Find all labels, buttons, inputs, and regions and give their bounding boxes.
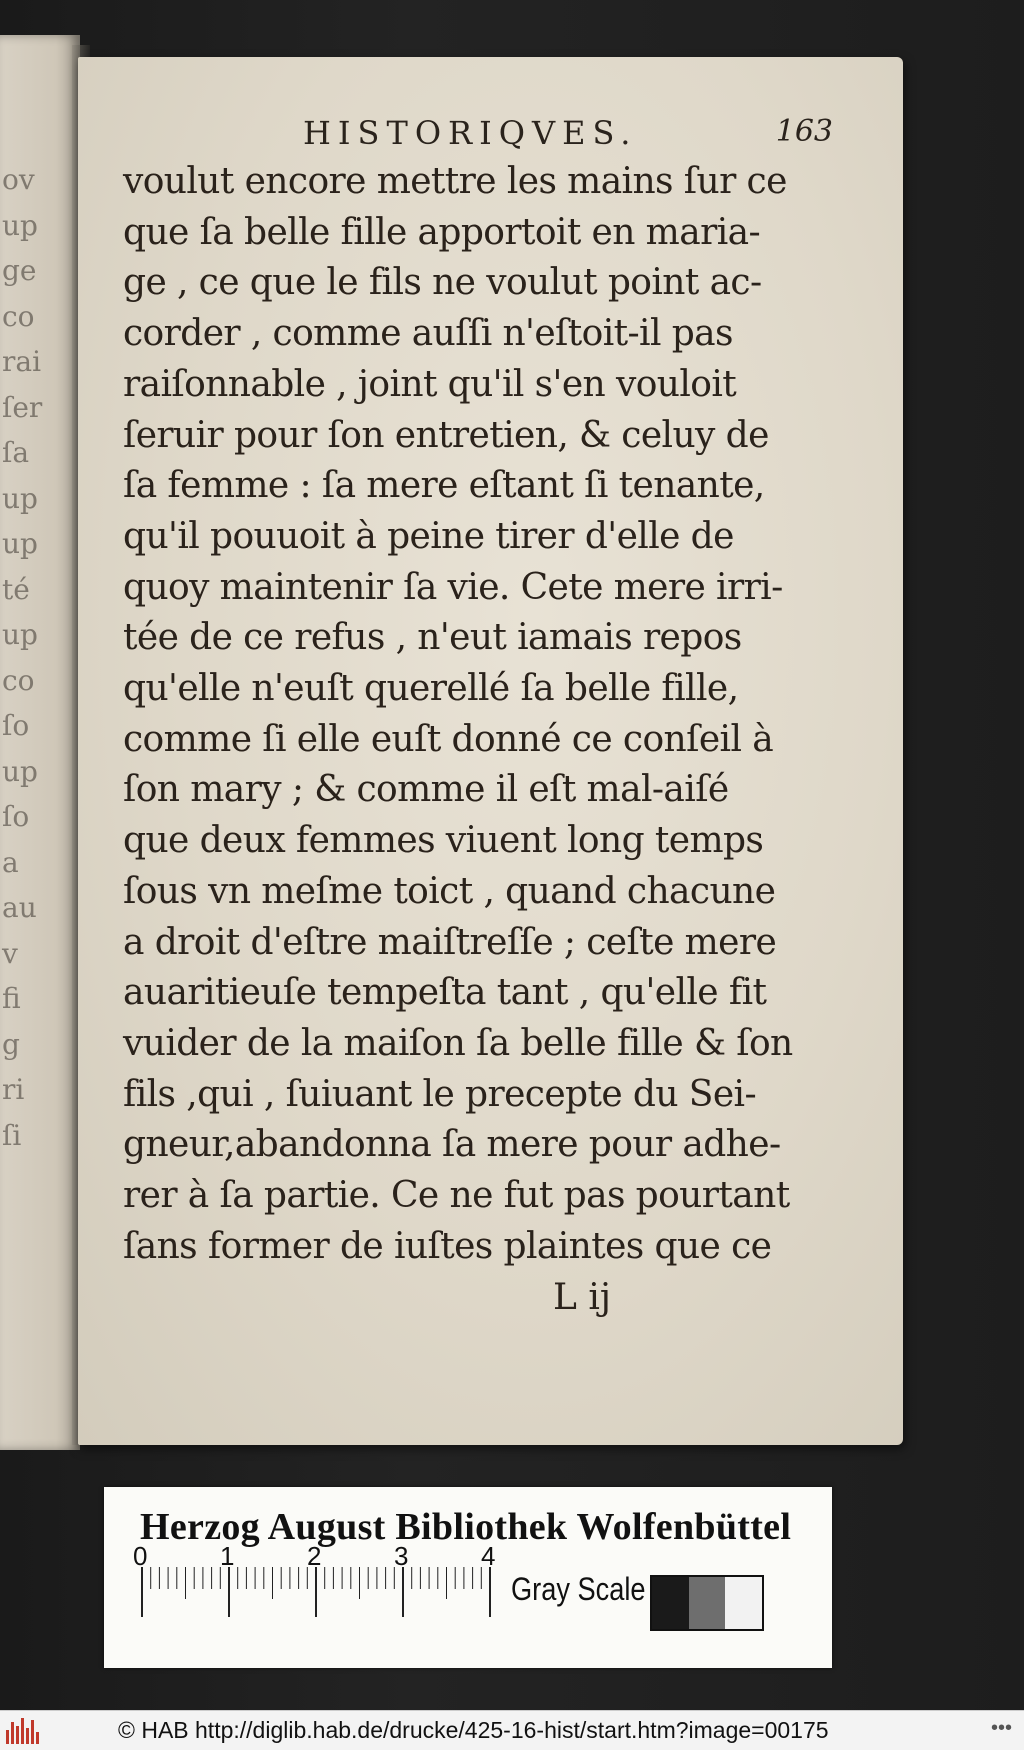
text-line: que ſa belle fille apportoit en maria-: [123, 211, 761, 253]
left-page-fragment: a: [2, 845, 19, 879]
logo-bar: [36, 1732, 39, 1744]
text-line: qu'elle n'euſt querellé ſa belle fille,: [123, 668, 739, 710]
library-name: Herzog August Bibliothek Wolfenbüttel: [140, 1506, 792, 1548]
text-line: que deux femmes viuent long temps: [123, 820, 764, 862]
logo-bar: [11, 1722, 14, 1744]
ruler-label: 1: [220, 1541, 235, 1571]
ruler-label: 0: [133, 1541, 148, 1571]
left-page-fragment: ſa: [2, 436, 30, 469]
text-line: ſeruir pour ſon entretien, & celuy de: [123, 414, 769, 456]
text-line: vuider de la maiſon ſa belle fille & ſon: [123, 1022, 793, 1064]
page-header: [223, 112, 833, 162]
left-page-fragment: ſi: [2, 1118, 22, 1152]
signature-mark: L ij: [553, 1277, 612, 1318]
gray-swatch: [725, 1577, 762, 1629]
text-line: ge , ce que le fils ne voulut point ac-: [123, 262, 762, 304]
footer-citation-link[interactable]: © HAB http://diglib.hab.de/drucke/425-16-hist/start.htm?image=00175: [118, 1717, 829, 1743]
book-page: [78, 57, 903, 1445]
left-page-fragment: rai: [2, 345, 42, 378]
left-page-fragment: up: [2, 527, 38, 560]
logo-bar: [21, 1718, 24, 1744]
left-page-fragment: té: [2, 572, 30, 606]
gray-scale-label: Gray Scale: [511, 1571, 646, 1607]
left-page-fragment: ge: [2, 254, 37, 287]
hab-logo-icon: [6, 1718, 40, 1744]
ruler: [140, 1567, 500, 1637]
left-page-fragment: ri: [2, 1073, 25, 1106]
running-head: HISTORIQVES.: [303, 114, 638, 152]
text-line: voulut encore mettre les mains ſur ce: [123, 161, 787, 202]
text-line: ſans former de iuſtes plaintes que ce: [123, 1225, 772, 1267]
text-line: a droit d'eſtre maiſtreſſe ; ceſte mere: [123, 921, 777, 963]
text-line: comme ſi elle euſt donné ce conſeil à: [123, 718, 774, 760]
ruler-label: 3: [394, 1541, 409, 1571]
left-page-fragment: ſo: [2, 709, 30, 742]
ruler-label: 4: [481, 1541, 496, 1571]
logo-bar: [31, 1720, 34, 1744]
left-page-fragment: up: [2, 481, 38, 515]
text-line: auaritieuſe tempeſta tant , qu'elle fit: [123, 972, 767, 1014]
text-line: ſon mary ; & comme il eſt mal-aiſé: [123, 769, 729, 811]
left-page-fragment: ſer: [2, 390, 43, 424]
text-line: fils ,qui , ſuiuant le precepte du Sei-: [123, 1073, 757, 1115]
gray-swatch: [652, 1577, 689, 1629]
logo-bar: [16, 1726, 19, 1744]
gray-swatch: [689, 1577, 726, 1629]
footer-bar: [0, 1710, 1024, 1750]
left-page-fragment: up: [2, 618, 38, 651]
left-page-fragment: au: [2, 891, 37, 924]
page-text: [123, 157, 843, 1272]
color-calibration-card: [104, 1487, 832, 1668]
gray-scale-swatches: [650, 1575, 764, 1631]
logo-bar: [6, 1730, 9, 1744]
text-line: corder , comme auſſi n'eſtoit-il pas: [123, 313, 733, 355]
text-line: rer à ſa partie. Ce ne fut pas pourtant: [123, 1175, 790, 1217]
left-page-fragment: ov: [2, 163, 35, 196]
page-number: 163: [775, 114, 833, 149]
left-facing-page: [0, 35, 80, 1450]
text-line: raiſonnable , joint qu'il s'en vouloit: [123, 363, 737, 405]
ruler-label: 2: [307, 1541, 322, 1571]
left-page-fragment: v: [2, 936, 18, 970]
text-line: quoy maintenir ſa vie. Cete mere irri-: [123, 566, 783, 608]
text-line: ſous vn meſme toict , quand chacune: [123, 870, 776, 912]
text-line: tée de ce refus , n'eut iamais repos: [123, 617, 742, 659]
logo-bar: [26, 1728, 29, 1744]
more-options-icon[interactable]: •••: [990, 1717, 1012, 1739]
left-page-fragment: g: [2, 1027, 20, 1061]
text-line: qu'il pouuoit à peine tirer d'elle de: [123, 515, 734, 557]
left-page-fragment: up: [2, 208, 38, 242]
left-page-fragment: fi: [2, 982, 21, 1015]
left-page-fragment: co: [2, 299, 35, 333]
text-line: ſa femme : ſa mere eſtant ſi tenante,: [123, 465, 765, 507]
left-page-fragment: ſo: [2, 800, 30, 833]
text-line: gneur,abandonna ſa mere pour adhe-: [123, 1124, 781, 1166]
left-page-fragment: co: [2, 663, 35, 697]
left-page-fragment: up: [2, 754, 38, 788]
